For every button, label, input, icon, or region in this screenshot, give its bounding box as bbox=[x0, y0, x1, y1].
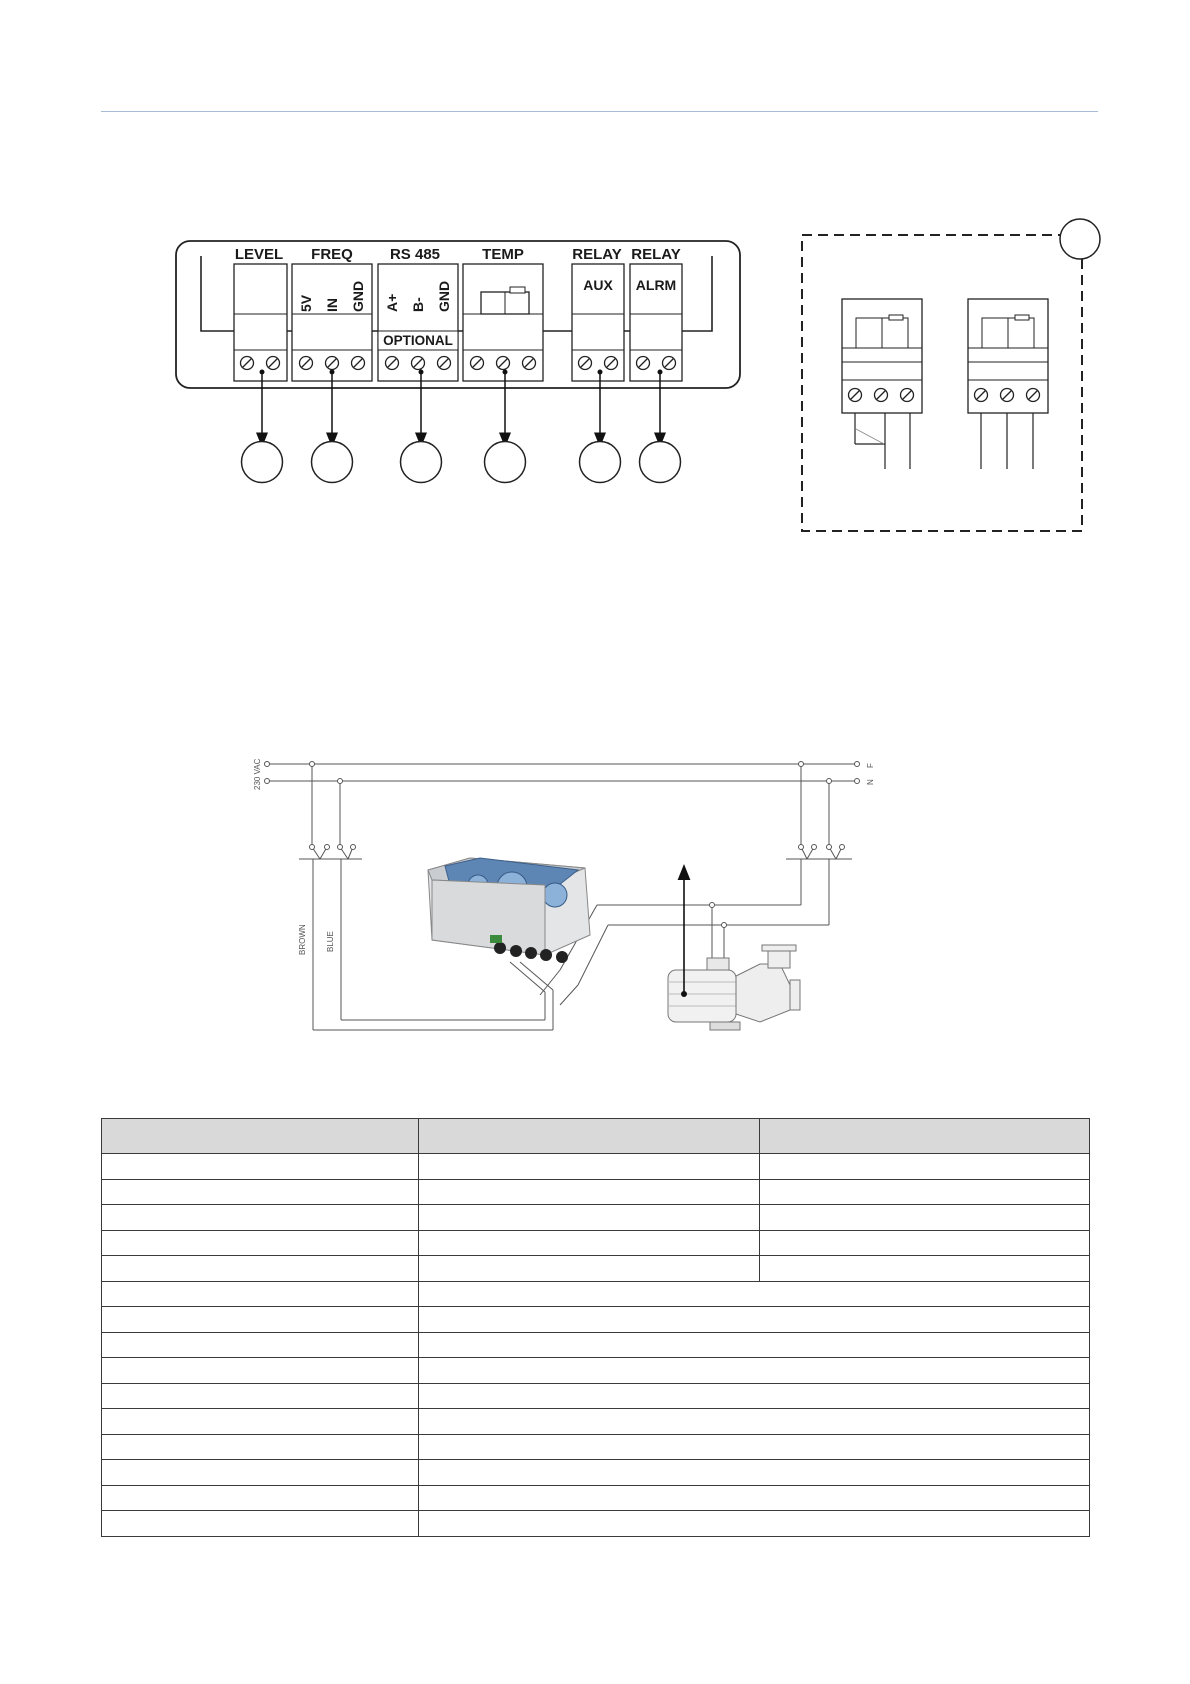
aux-relay-terminal bbox=[572, 264, 624, 381]
relay-alrm-header: RELAY bbox=[631, 246, 681, 263]
table-row bbox=[102, 1485, 1090, 1511]
table-row bbox=[102, 1230, 1090, 1256]
freq-label: FREQ bbox=[311, 246, 353, 263]
level-terminal bbox=[234, 264, 287, 381]
alrm-label: ALRM bbox=[635, 277, 677, 293]
relay-block-left bbox=[842, 299, 922, 469]
rs485-terminal bbox=[378, 264, 458, 381]
table-row bbox=[102, 1511, 1090, 1537]
table-header-cell bbox=[102, 1119, 419, 1154]
freq-terminal bbox=[292, 264, 372, 381]
phase-label: F bbox=[866, 763, 875, 768]
relay-aux-header: RELAY bbox=[572, 246, 622, 263]
blue-wire-label: BLUE bbox=[326, 931, 335, 952]
supply-label: 230 VAC bbox=[253, 758, 262, 790]
detail-callout-circle bbox=[1060, 219, 1100, 259]
table-row bbox=[102, 1409, 1090, 1435]
aux-label: AUX bbox=[583, 277, 613, 293]
table-row bbox=[102, 1460, 1090, 1486]
table-row bbox=[102, 1332, 1090, 1358]
brown-wire-label: BROWN bbox=[298, 924, 307, 955]
table-row bbox=[102, 1281, 1090, 1307]
alrm-relay-terminal bbox=[630, 264, 682, 381]
pin-gnd-freq: GND bbox=[350, 280, 366, 312]
table-header-cell bbox=[760, 1119, 1090, 1154]
installation-wiring bbox=[253, 758, 875, 1030]
relay-detail-box bbox=[802, 219, 1100, 531]
pin-in: IN bbox=[324, 298, 340, 312]
pump-motor bbox=[668, 945, 800, 1030]
table-header-cell bbox=[419, 1119, 760, 1154]
table-row bbox=[102, 1179, 1090, 1205]
table-row bbox=[102, 1256, 1090, 1282]
optional-label: OPTIONAL bbox=[383, 333, 453, 348]
rs485-label: RS 485 bbox=[389, 246, 441, 263]
table-row bbox=[102, 1358, 1090, 1384]
pin-gnd-rs485: GND bbox=[436, 280, 452, 312]
table-header-row bbox=[102, 1119, 1090, 1154]
pin-b-minus: B- bbox=[410, 297, 426, 312]
pin-a-plus: A+ bbox=[384, 293, 400, 312]
relay-block-right bbox=[968, 299, 1048, 469]
table-row bbox=[102, 1205, 1090, 1231]
neutral-label: N bbox=[866, 779, 875, 785]
table-row bbox=[102, 1383, 1090, 1409]
terminal-panel bbox=[176, 241, 740, 483]
pin-5v: 5V bbox=[298, 294, 314, 312]
spec-table bbox=[101, 1118, 1090, 1537]
controller-device bbox=[428, 858, 590, 963]
table-row bbox=[102, 1154, 1090, 1180]
temp-terminal bbox=[463, 264, 543, 381]
temp-label: TEMP bbox=[482, 246, 524, 263]
table-row bbox=[102, 1307, 1090, 1333]
table-row bbox=[102, 1434, 1090, 1460]
level-label: LEVEL bbox=[234, 246, 284, 263]
callout-circles bbox=[242, 442, 681, 483]
